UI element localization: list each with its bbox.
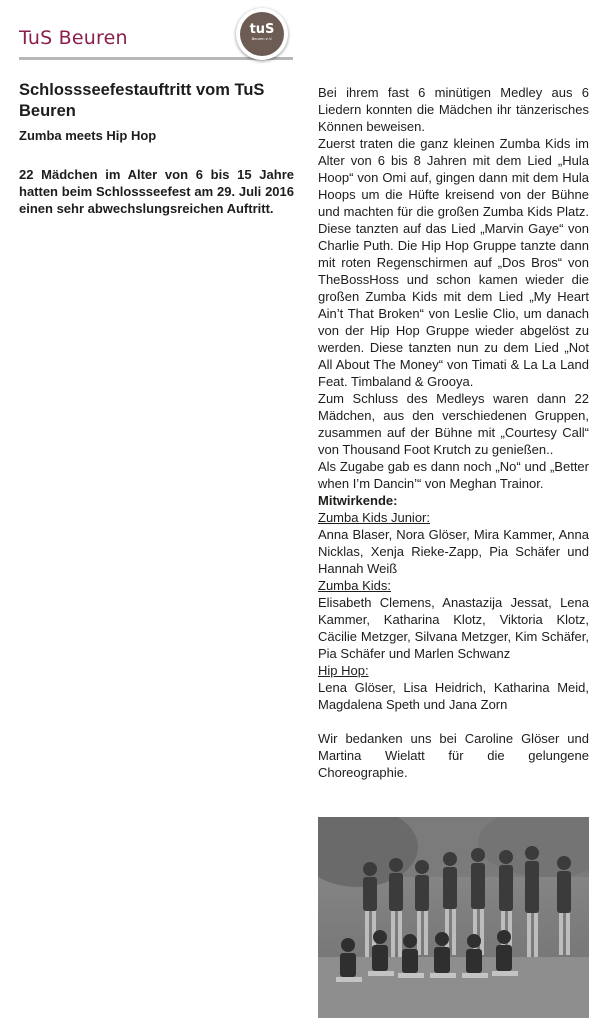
group-name-zumba-kids-junior: Zumba Kids Junior:: [318, 510, 430, 525]
body-paragraph: Zuerst traten die ganz kleinen Zumba Kids im Alter von 6 bis 8 Jahren mit dem Lied „Hula Hoop“ von Omi auf, gingen dann mit dem Hula Hoops um die Hüfte kreisend von der Bühne und machten für die großen Zumba Kids Platz. Diese tanzten auf das Lied „Marvin Gaye“ von Charlie Puth. Die Hip Hop Gruppe tanzte dann mit roten Regenschirmen auf „Dos Bros“ von TheBossHoss und schon kamen wieder die großen Zumba Kids mit dem Lied „My Heart Ain’t That Broken“ von Leslie Clio, um danach von der Hip Hop Gruppe wieder abgelöst zu werden. Diese tanzten nun zu dem Lied „Not All About The Money“ von Timati & La La Land Feat. Timbaland & Grooya.: [318, 136, 589, 389]
article-body: [318, 84, 589, 781]
group-photo: [318, 817, 589, 1018]
spacer: [318, 713, 589, 730]
group-members: Elisabeth Clemens, Anastazija Jessat, Lena Kammer, Katharina Klotz, Viktoria Klotz, Cäcilie Metzger, Silvana Metzger, Kim Schäfer, Pia Schäfer und Marlen Schwanz: [318, 595, 589, 661]
group-name-hip-hop: Hip Hop:: [318, 663, 369, 678]
article-subtitle: Zumba meets Hip Hop: [19, 128, 157, 143]
thanks-paragraph: Wir bedanken uns bei Caroline Glöser und Martina Wielatt für die gelungene Choreographie.: [318, 731, 589, 780]
group-photo-image: [318, 817, 589, 1018]
club-logo: [236, 8, 288, 60]
group-name-zumba-kids: Zumba Kids:: [318, 578, 391, 593]
body-paragraph: Zum Schluss des Medleys waren dann 22 Mädchen, aus den verschiedenen Gruppen, zusammen auf der Bühne mit „Courtesy Call“ von Thousand Foot Krutch zu genießen..: [318, 391, 589, 457]
group-members: Anna Blaser, Nora Glöser, Mira Kammer, Anna Nicklas, Xenja Rieke-Zapp, Pia Schäfer und Hannah Weiß: [318, 527, 589, 576]
article-title: Schlossseefestauftritt vom TuS Beuren: [19, 81, 265, 120]
club-logo-badge: [240, 12, 284, 56]
article-lead: 22 Mädchen im Alter von 6 bis 15 Jahre hatten beim Schlossseefest am 29. Juli 2016 einen sehr abwechslungsreichen Auftritt.: [19, 167, 294, 216]
body-paragraph: Bei ihrem fast 6 minütigen Medley aus 6 Liedern konnten die Mädchen ihr tänzerisches Können beweisen.: [318, 85, 589, 134]
header-title: TuS Beuren: [19, 27, 128, 49]
logo-text: tuS: [249, 22, 275, 37]
group-members: Lena Glöser, Lisa Heidrich, Katharina Meid, Magdalena Speth und Jana Zorn: [318, 680, 589, 712]
participants-heading: Mitwirkende:: [318, 493, 398, 508]
logo-subtext: Beuren e.V.: [251, 36, 273, 41]
body-paragraph: Als Zugabe gab es dann noch „No“ und „Better when I’m Dancin’“ von Meghan Trainor.: [318, 459, 589, 491]
